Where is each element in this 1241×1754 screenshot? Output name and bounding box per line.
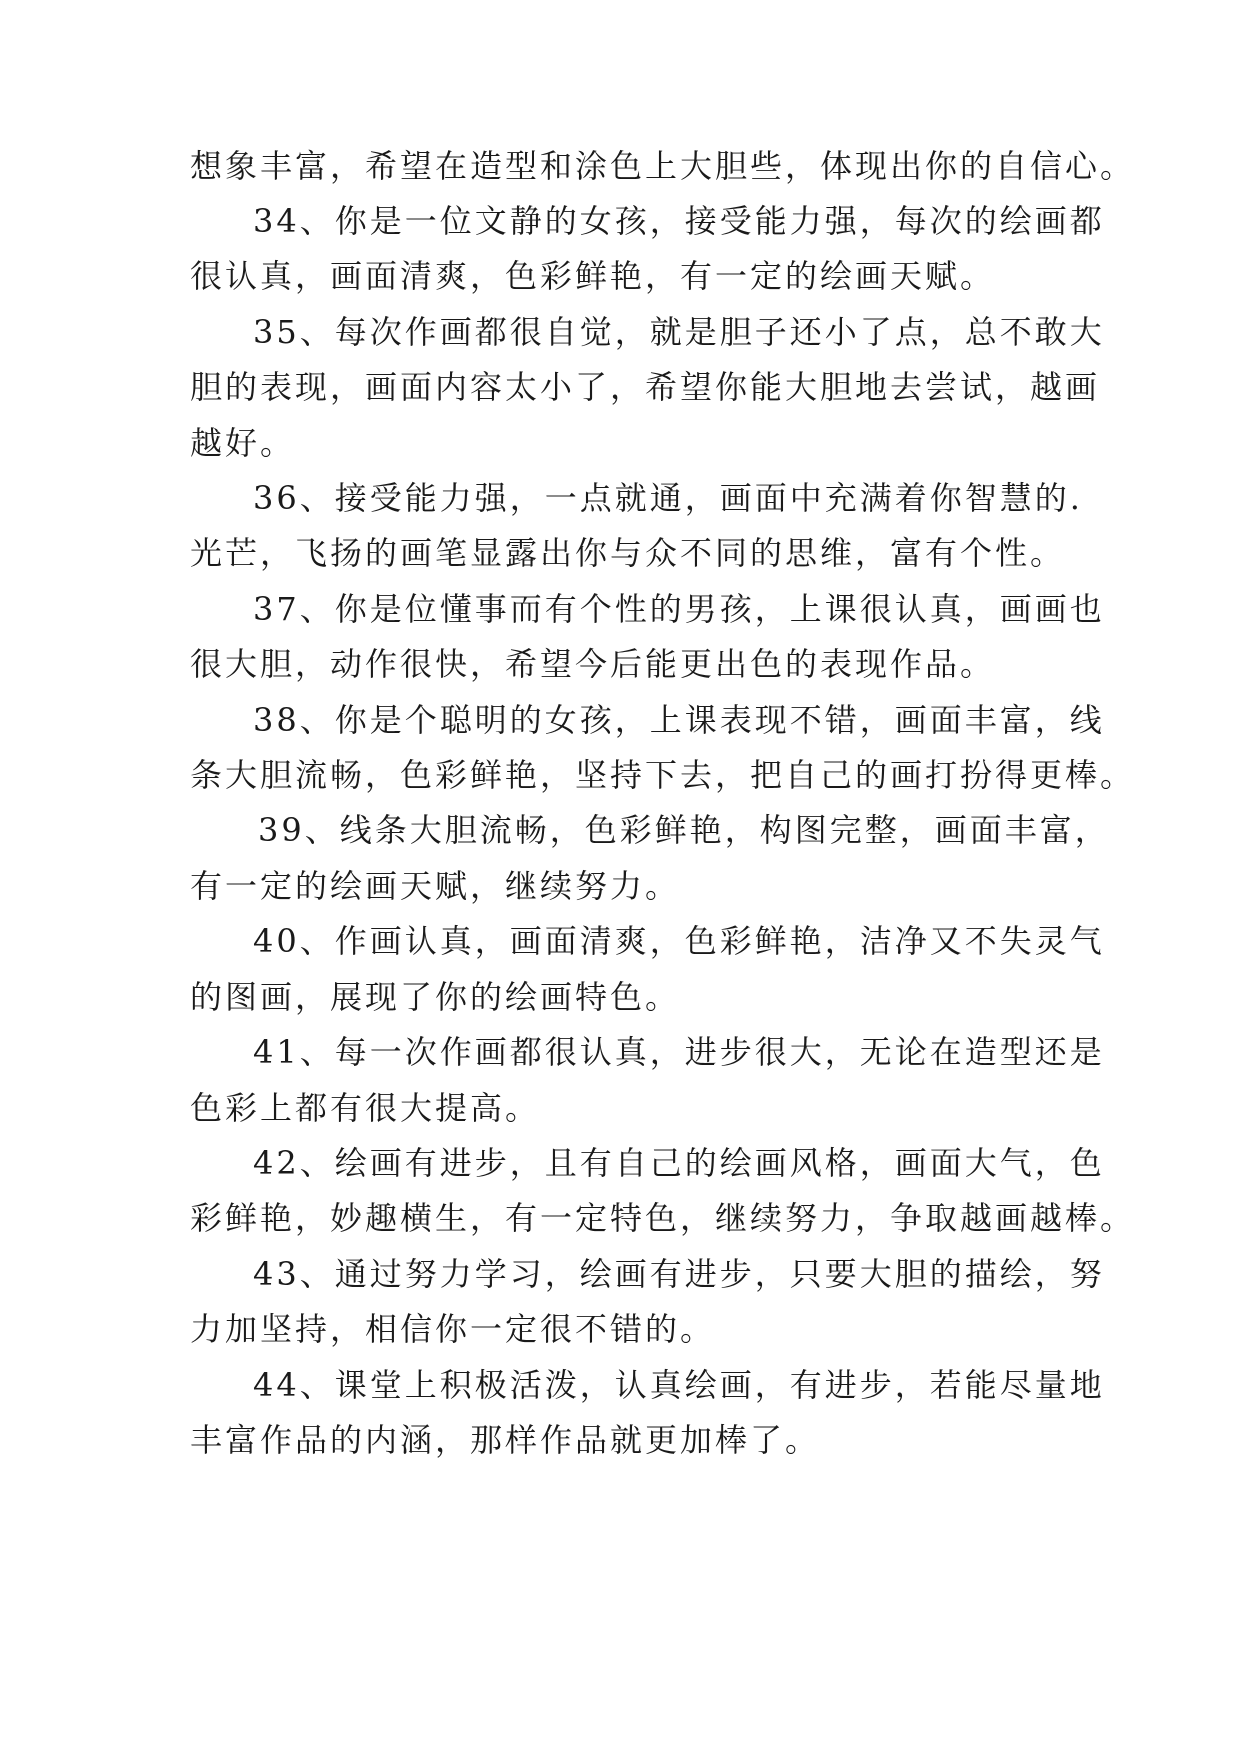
text-line: 很大胆，动作很快，希望今后能更出色的表现作品。 xyxy=(190,645,996,683)
text-line-item-40: 40、作画认真，画面清爽，色彩鲜艳，洁净又不失灵气 xyxy=(253,922,1105,960)
text-line: 彩鲜艳，妙趣横生，有一定特色，继续努力，争取越画越棒。 xyxy=(190,1199,1136,1237)
text-line: 越好。 xyxy=(190,424,296,462)
text-line-item-41: 41、每一次作画都很认真，进步很大，无论在造型还是 xyxy=(253,1033,1105,1071)
text-line-item-44: 44、课堂上积极活泼，认真绘画，有进步，若能尽量地 xyxy=(253,1366,1105,1404)
text-line: 想象丰富，希望在造型和涂色上大胆些，体现出你的自信心。 xyxy=(190,147,1136,185)
text-line: 条大胆流畅，色彩鲜艳，坚持下去，把自己的画打扮得更棒。 xyxy=(190,756,1136,794)
text-line-item-34: 34、你是一位文静的女孩，接受能力强，每次的绘画都 xyxy=(253,202,1105,240)
text-line-item-37: 37、你是位懂事而有个性的男孩，上课很认真，画画也 xyxy=(253,590,1105,628)
text-line: 光芒，飞扬的画笔显露出你与众不同的思维，富有个性。 xyxy=(190,534,1066,572)
text-line: 有一定的绘画天赋，继续努力。 xyxy=(190,867,681,905)
text-line-item-38: 38、你是个聪明的女孩，上课表现不错，画面丰富，线 xyxy=(253,701,1105,739)
text-line: 丰富作品的内涵，那样作品就更加棒了。 xyxy=(190,1421,821,1459)
text-line: 很认真，画面清爽，色彩鲜艳，有一定的绘画天赋。 xyxy=(190,257,996,295)
text-line-item-43: 43、通过努力学习，绘画有进步，只要大胆的描绘，努 xyxy=(253,1255,1105,1293)
text-line-item-39: 39、线条大胆流畅，色彩鲜艳，构图完整，画面丰富， xyxy=(258,811,1110,849)
text-line: 胆的表现，画面内容太小了，希望你能大胆地去尝试，越画 xyxy=(190,368,1101,406)
text-line-item-42: 42、绘画有进步，且有自己的绘画风格，画面大气，色 xyxy=(253,1144,1105,1182)
text-line: 力加坚持，相信你一定很不错的。 xyxy=(190,1310,716,1348)
text-line: 的图画，展现了你的绘画特色。 xyxy=(190,978,681,1016)
text-line: 色彩上都有很大提高。 xyxy=(190,1089,541,1127)
text-line-item-35: 35、每次作画都很自觉，就是胆子还小了点，总不敢大 xyxy=(253,313,1105,351)
text-line-item-36: 36、接受能力强，一点就通，画面中充满着你智慧的. xyxy=(253,479,1083,517)
